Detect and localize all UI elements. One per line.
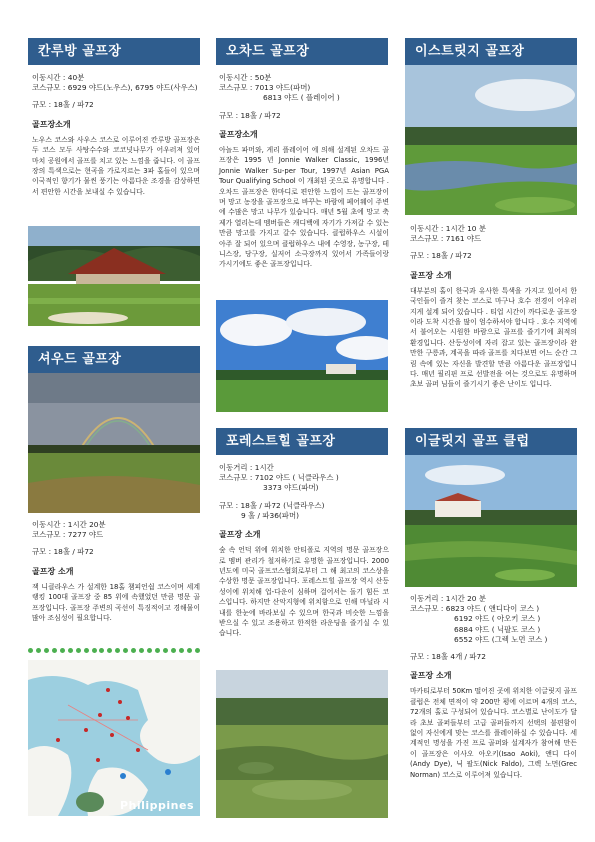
eastridge-intro-title: 골프장 소개 [410, 270, 452, 280]
eastridge-info [410, 224, 577, 390]
eagleridge-size-4: 6552 야드 (그렉 노먼 코스 ) [454, 634, 548, 644]
sherwood-scale: 규모 : 18홀 / 파72 [32, 547, 94, 557]
eagleridge-header [405, 428, 577, 455]
sherwood-info [32, 520, 200, 623]
sherwood-time: 이동시간 : 1시간 20분 [32, 520, 106, 529]
eagleridge-time: 이동거리 : 1시간 20 분 [410, 594, 486, 603]
foresthill-intro-title: 골프장 소개 [219, 530, 261, 540]
eastridge-time: 이동시간 : 1시간 10 분 [410, 224, 486, 233]
size-line: 7277 야드 [67, 530, 104, 540]
eastridge-header [405, 38, 577, 65]
canlubang-time: 이동시간 : 40분 [32, 73, 85, 82]
size-line: 6929 야드(노우스), 6795 야드(사우스) [67, 83, 198, 93]
eagleridge-size-3: 6884 야드 ( 닉팔도 코스 ) [454, 624, 541, 634]
eastridge-scale: 규모 : 18홀 / 파72 [410, 251, 472, 261]
eagleridge-scale: 규모 : 18홀 4개 / 파72 [410, 652, 486, 662]
eagleridge-photo [405, 455, 577, 587]
eagleridge-intro: 마카티로부터 50Km 떨어진 곳에 위치한 이글릿지 골프 클럽은 전체 면적이 약 200만 평에 이르며 4개의 코스, 72개의 홀로 구성되어 있습니다. 코스별로 난이도가 달라 초보 골퍼들부터 고급 골퍼들까지 선택의 불편함이 없이 자신에게 맞는 코스를 플레이하실 수 있습니다. 세계적인 명성을 가진 프로 골퍼와 설계자가 참여해 만든 이 골프장은 이사오 아오키(Isao Aoki), 앤디 다이 (Andy Dye), 닉 팔도(Nick Faldo), 그렉 노먼(Grec Norman) 코스로 이루어져 있습니다. [410, 687, 577, 779]
eagleridge-info [410, 594, 577, 780]
size-line: 6823 야드 ( 앤디다이 코스 ) [445, 604, 540, 614]
foresthill-header [216, 428, 388, 455]
foresthill-time: 이동거리 : 1시간 [219, 463, 274, 472]
map-label: Philippines [119, 799, 194, 812]
orchard-scale: 규모 : 18홀 / 파72 [219, 110, 281, 120]
canlubang-title: 칸루방 골프장 [38, 44, 122, 59]
orchard-intro-title: 골프장소개 [219, 129, 258, 139]
foresthill-title: 포레스트힐 골프장 [226, 434, 336, 449]
orchard-size-2: 6813 야드 ( 플레이어 ) [263, 93, 340, 103]
foresthill-size-2: 3373 야드(파머) [263, 483, 319, 493]
orchard-title: 오차드 골프장 [226, 44, 310, 59]
size-line: 7102 야드 ( 닉클라우스 ) [254, 473, 339, 483]
eastridge-photo [405, 65, 577, 215]
orchard-photo [216, 300, 388, 412]
sherwood-intro-title: 골프장 소개 [32, 566, 74, 576]
eastridge-title: 이스트릿지 골프장 [415, 44, 525, 59]
sherwood-title: 셔우드 골프장 [38, 352, 122, 367]
philippines-map [28, 660, 200, 816]
eagleridge-intro-title: 골프장 소개 [410, 671, 452, 681]
orchard-intro: 아놀드 파머와, 게리 플레이어 에 의해 설계된 오차드 골프장은 1995 년 Jonnie Walker Classic, 1996년 Jonnie Walker Su-per Tour, 1997년 Asian PGA Tour Qualifying School 이 개최된 곳으로 유명합니다 . 오차드 골프장은 한마디로 편안한 느낌이 드는 골프장이며 망고 농장을 골프장으로 바꾸는 바람에 페어웨이 주변에 수많은 망고 나무가 있습니다. 매년 5월 초에 망고 축제가 열리는데 멤버들은 캐디백에 자기가 가져갈 수 있는 만큼 망고를 가지고 갈수 있습니다. 클럽하우스 시설이 아주 잘 되어 있으며 클럽하우스 내에 수영장, 농구장, 테니스장, 당구장, 실저어 소극장까지 있어서 가족들이랑 가시기에도 좋은 골프장입니다. [219, 146, 389, 269]
foresthill-scale-2: 9 홀 / 파36(파머) [241, 510, 299, 520]
canlubang-header [28, 38, 200, 65]
orchard-time: 이동시간 : 50분 [219, 73, 272, 82]
green-dots-divider [28, 648, 200, 654]
sherwood-header [28, 346, 200, 373]
size-line: 7161 야드 [445, 234, 482, 244]
canlubang-scale: 규모 : 18홀 / 파72 [32, 100, 94, 110]
foresthill-size [219, 473, 389, 483]
eagleridge-size-2: 6192 야드 ( 아오키 코스 ) [454, 614, 541, 624]
orchard-size [219, 83, 389, 93]
size-label: 코스규모 : [32, 83, 68, 93]
orchard-info [219, 73, 389, 270]
foresthill-scale: 규모 : 18홀 / 파72 (닉클라우스) [219, 500, 325, 510]
size-label: 코스규모 : [410, 604, 446, 614]
size-label: 코스규모 : [219, 83, 255, 93]
foresthill-info [219, 463, 389, 639]
canlubang-size [32, 83, 200, 93]
size-line: 7013 야드(파머) [254, 83, 311, 93]
canlubang-intro-title: 골프장소개 [32, 119, 71, 129]
canlubang-intro: 노우스 코스와 사우스 코스로 이루어진 칸루방 골프장은 두 코스 모두 사탕수수와 코코넛나무가 어우러져 있어 마치 공원에서 골프를 치고 있는 느낌을 줍니다. 이 골프장의 특색으로는 현곡을 가로지르는 3파 홀들이 있으며 이국적인 향기가 물씬 풍기는 아름다운 조경을 감상하면서 편안한 시간을 보내실 수 있습니다. [32, 135, 200, 196]
canlubang-photo [28, 226, 200, 326]
foresthill-intro: 숲 속 언덕 위에 위치한 안티폴로 지역의 명문 골프장으로 멤버 관리가 철저하기로 유명한 골프장입니다. 2000년도에 미국 골프코스협회로부터 그 해 최고의 코스상을 수상한 명문 골프장입니다. 포레스트힐 골프장 역시 산등성이에 위치해 업-다운이 심하며 걸어서는 돌기 힘든 코스입니다. 하지만 산악지형에 위치함으로 인해 마닐라 시내를 한눈에 바라보실 수 있으며 한국과 비슷한 느낌을 받으실 수 있고 조용하고 한적한 라운딩을 즐기실 수 있습니다. [219, 546, 389, 638]
orchard-header [216, 38, 388, 65]
size-label: 코스규모 : [219, 473, 255, 483]
canlubang-info [32, 73, 200, 197]
sherwood-size [32, 530, 200, 540]
eastridge-intro: 대부분의 홀이 한국과 유사한 특색을 가지고 있어서 한국인들이 즐겨 찾는 코스로 마구나 호수 전경이 어우러지게 설계 되어 있습니다 . 티업 시간이 까다로운 골프장이라 도착 시간을 많이 엄수하셔야 합니다 . 호수 지역에서 불어오는 시원한 바람으로 골프를 즐기기에 최적의 환경입니다. 산등성이에 자리 잡고 있는 골프장이라 완만한 구릉과, 계곡을 따라 골프를 치다보면 어느 순간 그림 속에 있는 자신을 발견할 만큼 아름다운 골프장입니다. 매년 필리핀 프로 선발전을 여는 것으로도 유명하며 초보 골퍼 님들이 즐기시기 좋은 난이도 입니다. [410, 286, 577, 389]
sherwood-intro: 잭 니클라우스 가 설계한 18홀 챔피언쉽 코스이며 세계 랭킹 100대 골프장 중 85 위에 속했었던 만큼 명문 골프장입니다. 골프장 주변의 곡선이 특징적이고 경해물이 많아 조심성이 필요합니다. [32, 582, 200, 623]
foresthill-photo [216, 670, 388, 818]
eastridge-size [410, 234, 577, 244]
size-label: 코스규모 : [410, 234, 446, 244]
eagleridge-title: 이글릿지 골프 클럽 [415, 434, 530, 449]
sherwood-photo [28, 373, 200, 513]
eagleridge-size [410, 604, 577, 614]
size-label: 코스규모 : [32, 530, 68, 540]
